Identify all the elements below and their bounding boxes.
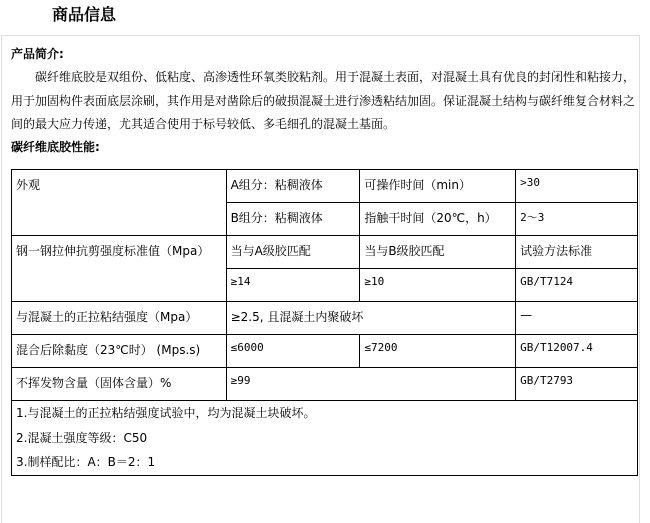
intro-heading: 产品简介:	[11, 47, 64, 61]
table-cell: 指触干时间（20℃，h）	[360, 203, 516, 236]
table-cell: 2～3	[516, 203, 638, 236]
table-cell: ≤7200	[360, 335, 516, 368]
table-cell: GB/T7124	[516, 269, 638, 302]
note-item: 3.制样配比：A：B＝2：1	[16, 455, 156, 469]
table-cell: 当与A级胶匹配	[226, 236, 360, 269]
table-cell: GB/T2793	[516, 368, 638, 401]
table-row	[12, 302, 638, 335]
table-cell: ≤6000	[226, 335, 360, 368]
table-cell: B组分：粘稠液体	[226, 203, 360, 236]
table-row	[12, 335, 638, 368]
table-cell: 不挥发物含量（固体含量）%	[12, 368, 227, 401]
notes-cell	[12, 401, 638, 476]
table-cell: 外观	[12, 170, 227, 236]
table-row	[12, 368, 638, 401]
table-cell: 当与B级胶匹配	[360, 236, 516, 269]
table-cell: 钢一钢拉伸抗剪强度标准值（Mpa）	[12, 236, 227, 302]
intro-text: 碳纤维底胶是双组份、低粘度、高渗透性环氧类胶粘剂。用于混凝土表面，对混凝土具有优良的封闭性和粘接力，用于加固构件表面底层涂刷，其作用是对凿除后的破损混凝土进行渗透粘结加固。保证混凝土结构与碳纤维复合材料之间的最大应力传递，尤其适合使用于标号较低、多毛细孔的混凝土基面。	[11, 70, 636, 131]
table-cell: >30	[516, 170, 638, 203]
table-cell: A组分：粘稠液体	[226, 170, 360, 203]
table-row-notes	[12, 401, 638, 476]
table-cell: GB/T12007.4	[516, 335, 638, 368]
table-cell: 可操作时间（min）	[360, 170, 516, 203]
table-cell: 试验方法标准	[516, 236, 638, 269]
table-cell: ≥14	[226, 269, 360, 302]
note-item: 1.与混凝土的正拉粘结强度试验中，均为混凝土块破坏。	[16, 406, 316, 420]
performance-heading: 碳纤维底胶性能:	[11, 140, 100, 154]
table-cell: ≥99	[226, 368, 516, 401]
table-cell: —	[516, 302, 638, 335]
section-title: 商品信息	[52, 5, 117, 24]
table-cell: ≥2.5, 且混凝土内聚破坏	[226, 302, 516, 335]
note-item: 2.混凝土强度等级：C50	[16, 430, 148, 445]
table-cell: 与混凝土的正拉粘结强度（Mpa）	[12, 302, 227, 335]
table-cell: 混合后除黏度（23℃时） (Mps.s)	[12, 335, 227, 368]
table-row	[12, 170, 638, 203]
table-row	[12, 236, 638, 269]
table-cell: ≥10	[360, 269, 516, 302]
performance-table	[11, 169, 638, 476]
